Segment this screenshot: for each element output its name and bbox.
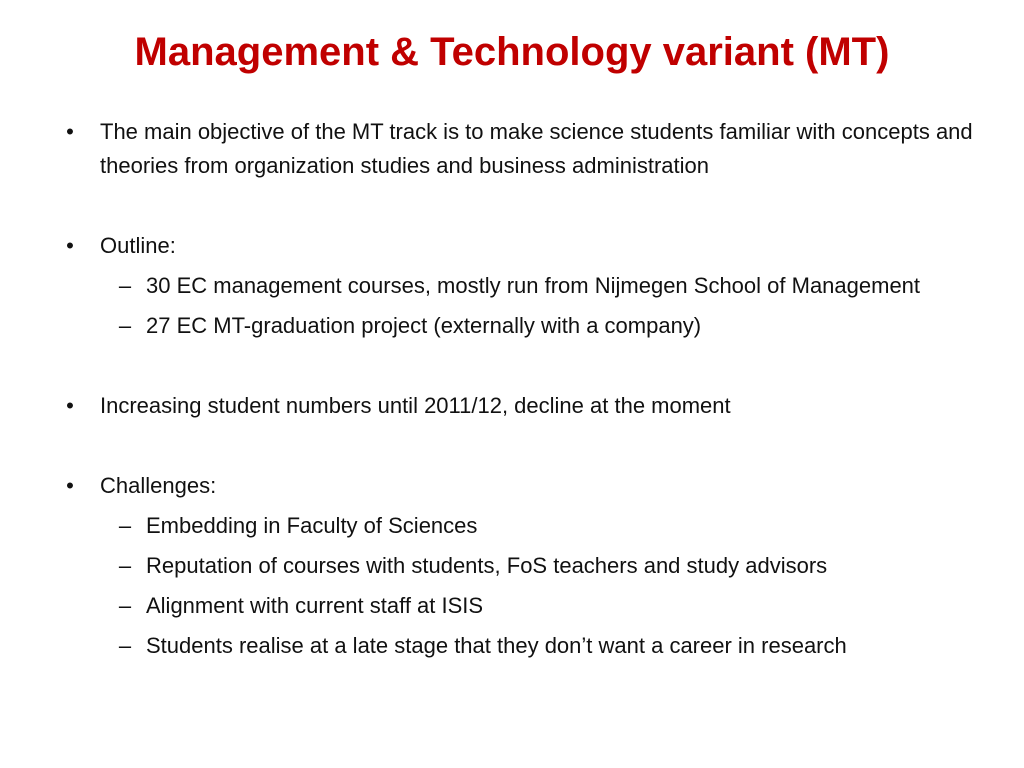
bullet-icon: • bbox=[66, 393, 74, 418]
dash-icon: – bbox=[118, 313, 132, 338]
bullet-item-challenges bbox=[56, 469, 1006, 503]
bullet-item-objective bbox=[56, 115, 1006, 183]
sub-bullet-text: Alignment with current staff at ISIS bbox=[146, 593, 484, 618]
bullet-icon: • bbox=[66, 233, 74, 258]
sub-bullet-text: 27 EC MT-graduation project (externally with a company) bbox=[146, 313, 702, 338]
dash-icon: – bbox=[118, 593, 132, 618]
spacer bbox=[56, 423, 1006, 469]
spacer bbox=[56, 183, 1006, 229]
bullet-item-outline bbox=[56, 229, 1006, 263]
bullet-text: The main objective of the MT track is to make science students familiar with concepts and theories from organization studies and business administration bbox=[100, 119, 973, 178]
sub-bullet-item bbox=[56, 509, 1006, 543]
slide-title: Management & Technology variant (MT) bbox=[134, 30, 890, 74]
sub-bullet-item bbox=[56, 589, 1006, 623]
sub-bullet-item bbox=[56, 549, 1006, 583]
bullet-icon: • bbox=[66, 473, 74, 498]
slide-content bbox=[56, 115, 1006, 663]
sub-bullet-text: Embedding in Faculty of Sciences bbox=[146, 513, 478, 538]
dash-icon: – bbox=[118, 553, 132, 578]
bullet-text: Challenges: bbox=[100, 473, 217, 498]
dash-icon: – bbox=[118, 513, 132, 538]
sub-bullet-item bbox=[56, 269, 1006, 303]
sub-bullet-text: 30 EC management courses, mostly run from Nijmegen School of Management bbox=[146, 273, 921, 298]
bullet-item-student-numbers bbox=[56, 389, 1006, 423]
bullet-text: Outline: bbox=[100, 233, 176, 258]
sub-bullet-text: Students realise at a late stage that they don’t want a career in research bbox=[146, 633, 847, 658]
sub-bullet-text: Reputation of courses with students, FoS teachers and study advisors bbox=[146, 553, 828, 578]
sub-bullet-item bbox=[56, 629, 1006, 663]
dash-icon: – bbox=[118, 633, 132, 658]
bullet-icon: • bbox=[66, 119, 74, 144]
dash-icon: – bbox=[118, 273, 132, 298]
sub-bullet-item bbox=[56, 309, 1006, 343]
spacer bbox=[56, 343, 1006, 389]
bullet-text: Increasing student numbers until 2011/12, decline at the moment bbox=[100, 393, 731, 418]
